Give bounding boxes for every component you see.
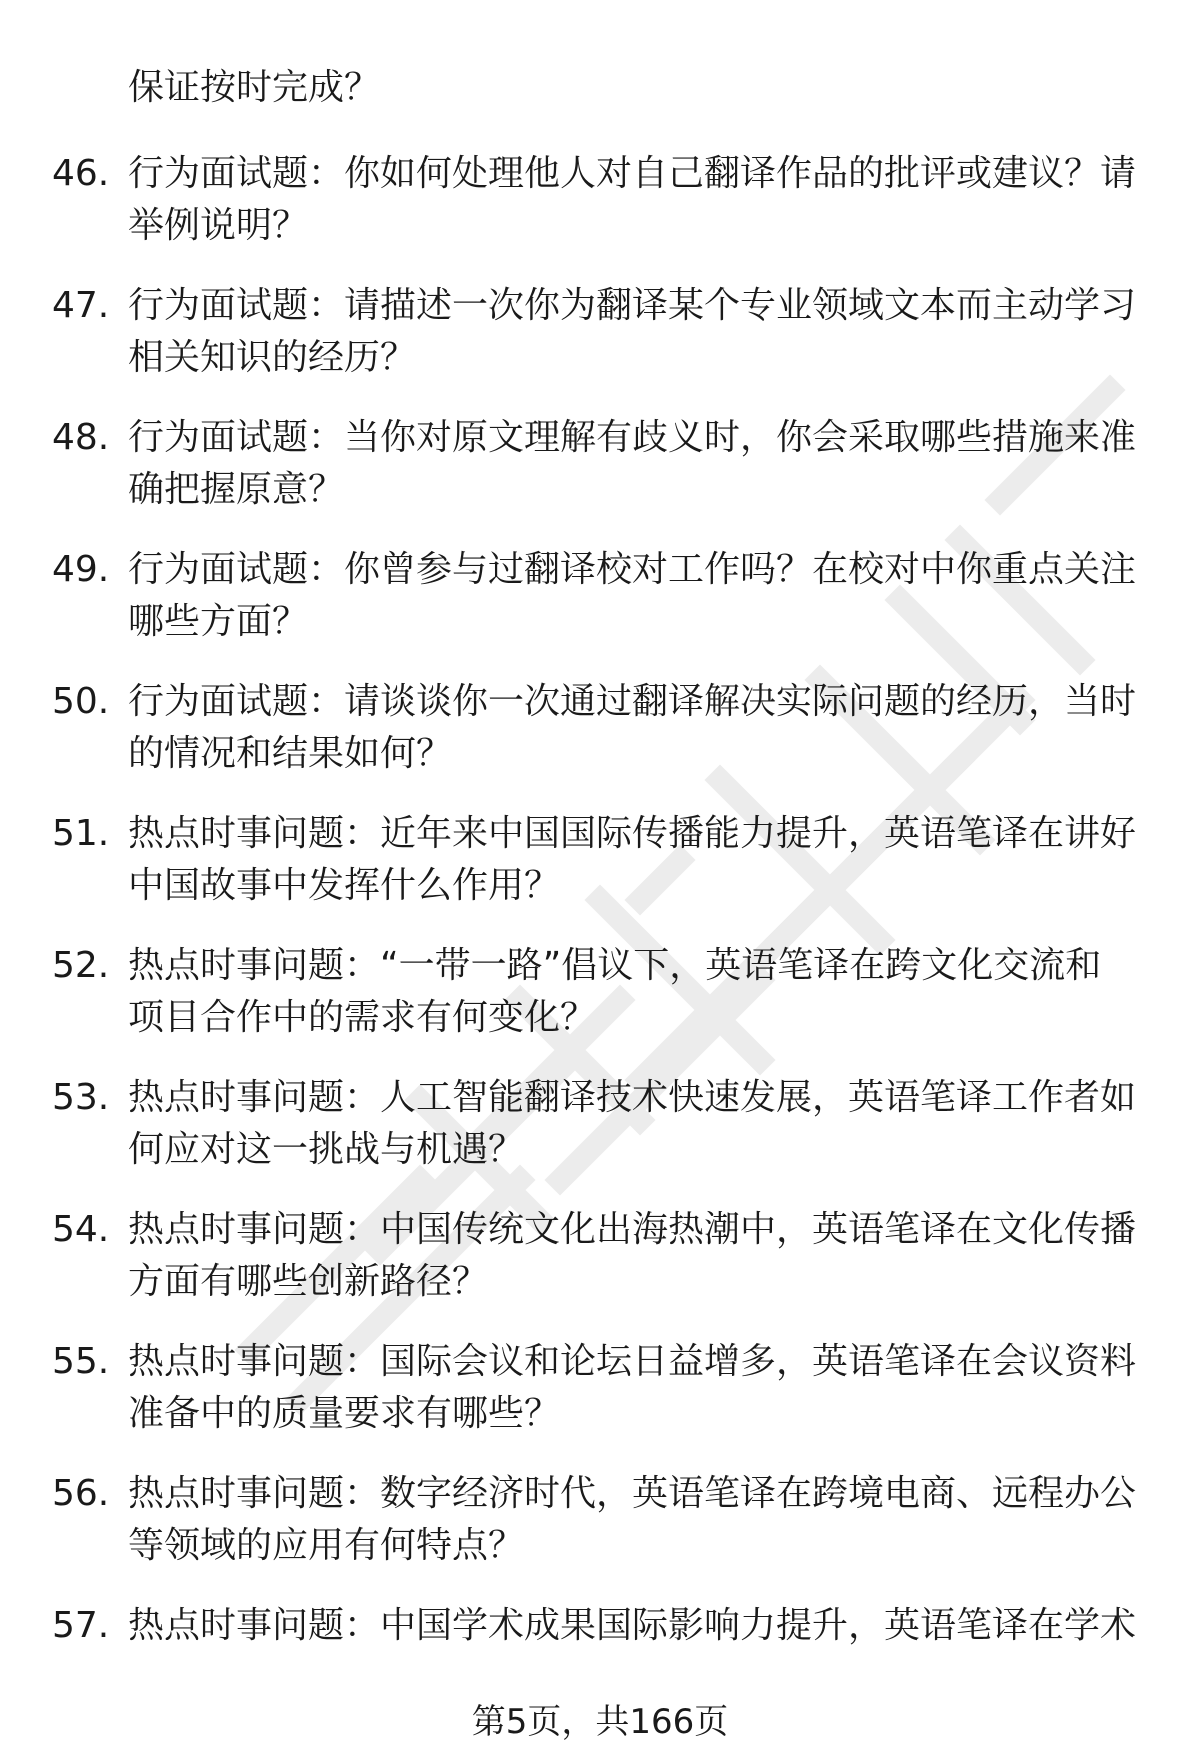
question-text xyxy=(128,412,1140,516)
question-text-line: 确把握原意？ xyxy=(128,469,345,510)
question-number: 48. xyxy=(52,417,110,458)
question-text-line: 方面有哪些创新路径？ xyxy=(128,1261,489,1302)
question-number: 52. xyxy=(52,945,110,986)
question-item xyxy=(0,1072,1200,1204)
question-number: 54. xyxy=(52,1209,110,1250)
question-text-line: 行为面试题：你如何处理他人对自己翻译作品的批评或建议？请 xyxy=(128,153,1137,194)
question-item xyxy=(0,412,1200,544)
question-number: 57. xyxy=(52,1605,110,1646)
question-item xyxy=(0,808,1200,940)
question-text-line: 项目合作中的需求有何变化？ xyxy=(128,997,597,1038)
question-text xyxy=(128,148,1140,252)
question-text xyxy=(128,1600,1140,1652)
question-number: 53. xyxy=(52,1077,110,1118)
question-text xyxy=(128,1468,1140,1572)
question-list xyxy=(0,148,1200,1732)
question-text-line: 等领域的应用有何特点？ xyxy=(128,1525,525,1566)
question-text-line: 热点时事问题：数字经济时代，英语笔译在跨境电商、远程办公 xyxy=(128,1473,1137,1514)
question-text-line: 行为面试题：请谈谈你一次通过翻译解决实际问题的经历，当时 xyxy=(128,681,1137,722)
question-number: 46. xyxy=(52,153,110,194)
question-text-line: 热点时事问题：国际会议和论坛日益增多，英语笔译在会议资料 xyxy=(128,1341,1137,1382)
question-number: 55. xyxy=(52,1341,110,1382)
question-item xyxy=(0,940,1200,1072)
question-text-line: 行为面试题：你曾参与过翻译校对工作吗？在校对中你重点关注 xyxy=(128,549,1137,590)
continued-question-text: 保证按时完成？ xyxy=(128,67,381,108)
question-text-line: 准备中的质量要求有哪些？ xyxy=(128,1393,561,1434)
page-footer: 第5页，共166页 xyxy=(471,1702,729,1742)
question-item xyxy=(0,544,1200,676)
question-text xyxy=(128,1204,1140,1308)
question-text-line: 哪些方面？ xyxy=(128,601,309,642)
question-text-line: 热点时事问题：中国学术成果国际影响力提升，英语笔译在学术 xyxy=(128,1605,1137,1646)
question-item xyxy=(0,676,1200,808)
question-text-line: 热点时事问题：中国传统文化出海热潮中，英语笔译在文化传播 xyxy=(128,1209,1137,1250)
question-item xyxy=(0,148,1200,280)
question-text-line: 的情况和结果如何？ xyxy=(128,733,453,774)
question-item xyxy=(0,1336,1200,1468)
question-text xyxy=(128,1336,1140,1440)
question-text-line: 何应对这一挑战与机遇？ xyxy=(128,1129,525,1170)
question-number: 47. xyxy=(52,285,110,326)
question-number: 56. xyxy=(52,1473,110,1514)
question-text xyxy=(128,280,1140,384)
question-text-line: 热点时事问题：“一带一路”倡议下，英语笔译在跨文化交流和 xyxy=(128,945,1102,986)
question-number: 49. xyxy=(52,549,110,590)
question-text xyxy=(128,808,1140,912)
question-text xyxy=(128,544,1140,648)
question-item xyxy=(0,1204,1200,1336)
question-text-line: 相关知识的经历？ xyxy=(128,337,417,378)
question-text-line: 行为面试题：请描述一次你为翻译某个专业领域文本而主动学习 xyxy=(128,285,1137,326)
question-text-line: 行为面试题：当你对原文理解有歧义时，你会采取哪些措施来准 xyxy=(128,417,1137,458)
question-text-line: 热点时事问题：近年来中国国际传播能力提升，英语笔译在讲好 xyxy=(128,813,1137,854)
question-text xyxy=(128,940,1140,1044)
question-text-line: 举例说明？ xyxy=(128,205,309,246)
question-item xyxy=(0,1468,1200,1600)
question-item xyxy=(0,280,1200,412)
question-number: 51. xyxy=(52,813,110,854)
question-text xyxy=(128,1072,1140,1176)
question-text xyxy=(128,676,1140,780)
question-text-line: 热点时事问题：人工智能翻译技术快速发展，英语笔译工作者如 xyxy=(128,1077,1137,1118)
question-number: 50. xyxy=(52,681,110,722)
question-text-line: 中国故事中发挥什么作用？ xyxy=(128,865,561,906)
